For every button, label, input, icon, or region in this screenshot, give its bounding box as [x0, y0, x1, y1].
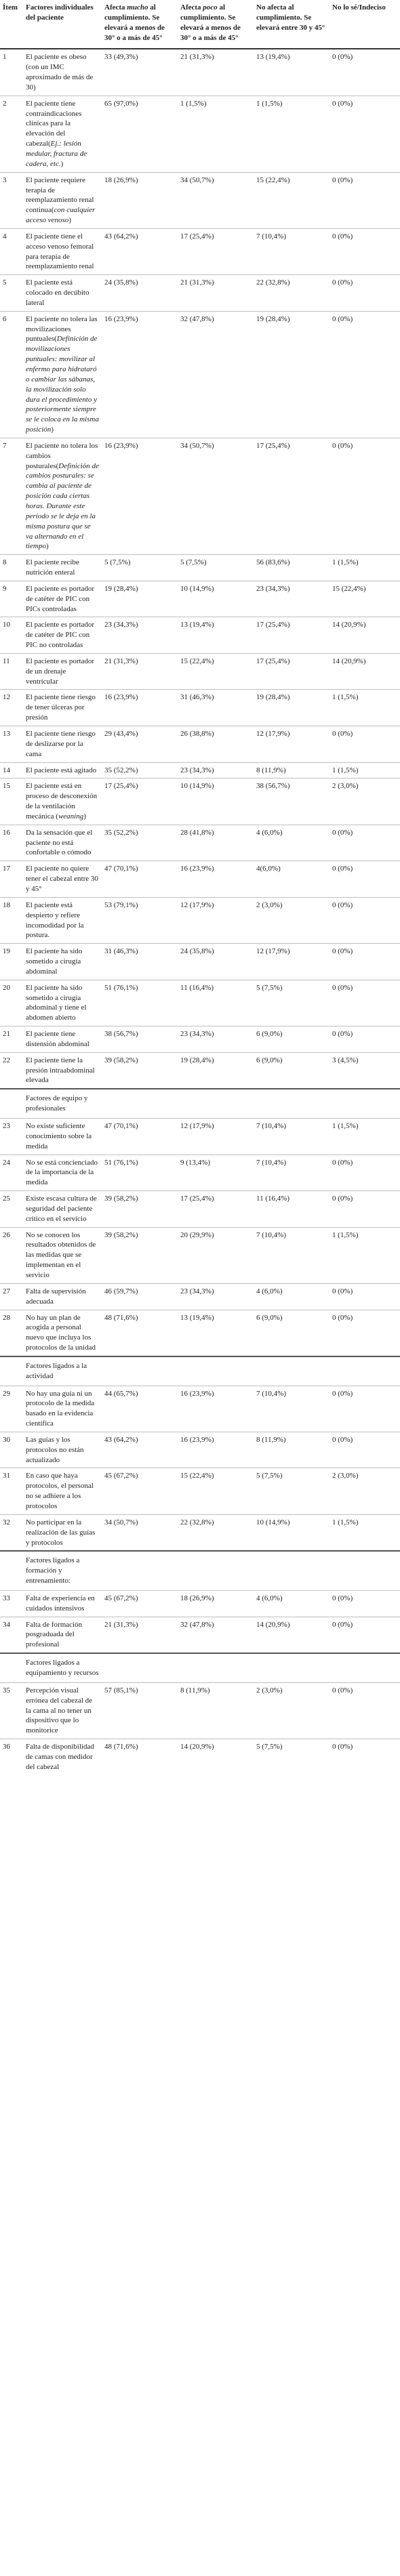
- item-number-cell: 3: [0, 172, 23, 228]
- table-row: [0, 581, 400, 617]
- undecided-cell: 0 (0%): [329, 438, 400, 554]
- no-effect-cell: 19 (28,4%): [254, 690, 329, 726]
- factor-cell: El paciente recibe nutrición enteral: [23, 555, 102, 581]
- table-row: [0, 49, 400, 96]
- table-row: [0, 438, 400, 554]
- factor-cell: No se conocen los resultados obtenidos de las medidas que se implementan en el servicio: [23, 1227, 102, 1283]
- item-number-cell: 10: [0, 617, 23, 654]
- no-effect-cell: 4 (6,0%): [254, 1590, 329, 1617]
- undecided-cell: 0 (0%): [329, 275, 400, 312]
- no-effect-cell: 6 (9,0%): [254, 1310, 329, 1356]
- affects-much-cell: 17 (25,4%): [102, 778, 178, 825]
- undecided-cell: 0 (0%): [329, 172, 400, 228]
- factor-cell: No hay una guía ni un protocolo de la medida basado en la evidencia científica: [23, 1386, 102, 1432]
- undecided-cell: 0 (0%): [329, 228, 400, 274]
- header-factor: Factores individuales del paciente: [23, 0, 102, 49]
- affects-much-cell: 16 (23,9%): [102, 311, 178, 438]
- factor-cell: No existe suficiente conocimiento sobre la medida: [23, 1119, 102, 1155]
- affects-much-cell: 38 (56,7%): [102, 1026, 178, 1053]
- affects-little-cell: 16 (23,9%): [178, 861, 254, 898]
- section-row: [0, 1653, 400, 1682]
- affects-much-cell: 5 (7,5%): [102, 555, 178, 581]
- table-row: [0, 1283, 400, 1310]
- section-empty-cell: [102, 1653, 178, 1682]
- item-number-cell: 12: [0, 690, 23, 726]
- item-number-cell: 25: [0, 1191, 23, 1228]
- section-item-cell: [0, 1089, 23, 1118]
- no-effect-cell: 7 (10,4%): [254, 1386, 329, 1432]
- table-row: [0, 1617, 400, 1653]
- section-item-cell: [0, 1356, 23, 1386]
- section-empty-cell: [102, 1089, 178, 1118]
- no-effect-cell: 2 (3,0%): [254, 897, 329, 943]
- table-row: [0, 1227, 400, 1283]
- undecided-cell: 0 (0%): [329, 96, 400, 172]
- factor-cell: Da la sensación que el paciente no está confortable o cómodo: [23, 825, 102, 861]
- undecided-cell: 1 (1,5%): [329, 690, 400, 726]
- item-number-cell: 32: [0, 1514, 23, 1551]
- table-row: [0, 172, 400, 228]
- item-number-cell: 24: [0, 1155, 23, 1191]
- affects-little-cell: 21 (31,3%): [180, 53, 214, 62]
- item-number-cell: 8: [0, 555, 23, 581]
- factor-cell: Falta de supervisión adecuada: [23, 1283, 102, 1310]
- factor-cell: El paciente tiene riesgo de tener úlceras por presión: [23, 690, 102, 726]
- undecided-cell: 0 (0%): [329, 311, 400, 438]
- undecided-cell: 0 (0%): [329, 1590, 400, 1617]
- factor-cell: Falta de disponibilidad de camas con medidor del cabezal: [23, 1739, 102, 1775]
- header-undecided: No lo sé/Indeciso: [329, 0, 400, 49]
- undecided-cell: 14 (20,9%): [329, 653, 400, 690]
- factor-cell: El paciente es obeso (con un IMC aproximado de más de 30): [26, 53, 94, 91]
- affects-much-cell: 33 (49,3%): [104, 53, 138, 62]
- affects-much-cell: 51 (76,1%): [102, 980, 178, 1026]
- no-effect-cell: 12 (17,9%): [254, 726, 329, 763]
- section-empty-cell: [254, 1089, 329, 1118]
- affects-little-cell: 16 (23,9%): [178, 1386, 254, 1432]
- no-effect-cell: 11 (16,4%): [254, 1191, 329, 1228]
- affects-little-cell: 23 (34,3%): [178, 1026, 254, 1053]
- undecided-cell: 0 (0%): [329, 980, 400, 1026]
- no-effect-cell: 4(6,0%): [254, 861, 329, 898]
- affects-much-cell: 51 (76,1%): [102, 1155, 178, 1191]
- undecided-cell: 14 (20,9%): [329, 617, 400, 654]
- table-row: [0, 1155, 400, 1191]
- affects-little-cell: 13 (19,4%): [178, 1310, 254, 1356]
- affects-little-cell: 24 (35,8%): [178, 944, 254, 980]
- undecided-cell: 1 (1,5%): [329, 762, 400, 778]
- item-number-cell: 9: [0, 581, 23, 617]
- item-number-cell: 27: [0, 1283, 23, 1310]
- table-row: [0, 1026, 400, 1053]
- affects-much-cell: 39 (58,2%): [102, 1191, 178, 1228]
- no-effect-cell: 8 (11,9%): [254, 762, 329, 778]
- affects-little-cell: 20 (29,9%): [178, 1227, 254, 1283]
- section-empty-cell: [102, 1356, 178, 1386]
- table-header-row: [0, 0, 400, 49]
- table-row: [0, 762, 400, 778]
- affects-little-cell: 32 (47,8%): [178, 311, 254, 438]
- affects-much-cell: 31 (46,3%): [102, 944, 178, 980]
- table-row: [0, 726, 400, 763]
- affects-much-cell: 35 (52,2%): [102, 825, 178, 861]
- table-row: [0, 555, 400, 581]
- no-effect-cell: 19 (28,4%): [254, 311, 329, 438]
- no-effect-cell: 22 (32,8%): [254, 275, 329, 312]
- no-effect-cell: 2 (3,0%): [254, 1682, 329, 1739]
- affects-little-cell: 23 (34,3%): [178, 1283, 254, 1310]
- item-number-cell: 31: [0, 1468, 23, 1514]
- undecided-cell: 1 (1,5%): [329, 1227, 400, 1283]
- affects-much-cell: 21 (31,3%): [102, 1617, 178, 1653]
- section-label: Factores de equipo y profesionales: [23, 1089, 102, 1118]
- table-row: [0, 275, 400, 312]
- item-number-cell: 29: [0, 1386, 23, 1432]
- no-effect-cell: 10 (14,9%): [254, 1514, 329, 1551]
- section-label: Factores ligados a formación y entrenamiento:: [23, 1551, 102, 1590]
- item-number-cell: 18: [0, 897, 23, 943]
- factor-cell: En caso que haya protocolos, el personal no se adhiere a los protocolos: [23, 1468, 102, 1514]
- item-number-cell: 16: [0, 825, 23, 861]
- no-effect-cell: 5 (7,5%): [254, 1468, 329, 1514]
- section-item-cell: [0, 1653, 23, 1682]
- undecided-cell: 0 (0%): [329, 1155, 400, 1191]
- factor-cell: No se está concienciado de la importancia de la medida: [23, 1155, 102, 1191]
- section-item-cell: [0, 1551, 23, 1590]
- affects-little-cell: 15 (22,4%): [178, 1468, 254, 1514]
- affects-much-cell: 29 (43,4%): [102, 726, 178, 763]
- item-number-cell: 13: [0, 726, 23, 763]
- affects-much-cell: 35 (52,2%): [102, 762, 178, 778]
- section-empty-cell: [178, 1356, 254, 1386]
- undecided-cell: 3 (4,5%): [329, 1052, 400, 1089]
- undecided-cell: 0 (0%): [329, 1026, 400, 1053]
- affects-little-cell: 8 (11,9%): [178, 1682, 254, 1739]
- factor-cell: El paciente no tolera los cambios posturales(Definición de cambios posturales: se cambia al paciente de posición cada ciertas horas. Durante este período se le deja en la misma postura que se va alternando en el tiempo): [23, 438, 102, 554]
- factor-cell: Las guías y los protocolos no están actualizado: [23, 1432, 102, 1468]
- undecided-cell: 0 (0%): [329, 897, 400, 943]
- factor-cell: No hay un plan de acogida a personal nuevo que incluya los protocolos de la unidad: [23, 1310, 102, 1356]
- affects-much-cell: 47 (70,1%): [102, 1119, 178, 1155]
- factor-cell: El paciente es portador de catéter de PIC con PICs controladas: [23, 581, 102, 617]
- no-effect-cell: 14 (20,9%): [254, 1617, 329, 1653]
- factor-cell: Existe escasa cultura de seguridad del paciente crítico en el servicio: [23, 1191, 102, 1228]
- section-row: [0, 1551, 400, 1590]
- factor-cell: No participar en la realización de las guías y protocolos: [23, 1514, 102, 1551]
- undecided-cell: 0 (0%): [329, 944, 400, 980]
- section-empty-cell: [178, 1653, 254, 1682]
- no-effect-cell: 1 (1,5%): [254, 96, 329, 172]
- factor-cell: Percepción visual errónea del cabezal de la cama al no tener un dispositivo que lo monitorice: [23, 1682, 102, 1739]
- section-empty-cell: [329, 1089, 400, 1118]
- affects-little-cell: 19 (28,4%): [178, 1052, 254, 1089]
- no-effect-cell: 17 (25,4%): [254, 653, 329, 690]
- factor-cell: El paciente ha sido sometido a cirugía abdominal y tiene el abdomen abierto: [23, 980, 102, 1026]
- table-row: [0, 861, 400, 898]
- no-effect-cell: 6 (9,0%): [254, 1026, 329, 1053]
- undecided-cell: 0 (0%): [329, 825, 400, 861]
- section-empty-cell: [254, 1356, 329, 1386]
- no-effect-cell: 7 (10,4%): [254, 1119, 329, 1155]
- item-number-cell: 2: [0, 96, 23, 172]
- header-item: Ítem: [0, 0, 23, 49]
- no-effect-cell: 7 (10,4%): [254, 1155, 329, 1191]
- item-number-cell: 33: [0, 1590, 23, 1617]
- header-affects-much: Afecta mucho al cumplimiento. Se elevará a menos de 30° o a más de 45°: [102, 0, 178, 49]
- affects-much-cell: 48 (71,6%): [102, 1739, 178, 1775]
- affects-little-cell: 14 (20,9%): [178, 1739, 254, 1775]
- affects-much-cell: 21 (31,3%): [102, 653, 178, 690]
- affects-little-cell: 15 (22,4%): [178, 653, 254, 690]
- affects-little-cell: 12 (17,9%): [178, 1119, 254, 1155]
- item-number-cell: 4: [0, 228, 23, 274]
- affects-little-cell: 34 (50,7%): [178, 438, 254, 554]
- item-number-cell: 20: [0, 980, 23, 1026]
- factor-cell: El paciente requiere terapia de reemplazamiento renal continua(con cualquier acceso venoso): [23, 172, 102, 228]
- table-row: [0, 311, 400, 438]
- table-row: [0, 1310, 400, 1356]
- undecided-cell: 0 (0%): [329, 1617, 400, 1653]
- undecided-cell: 2 (3,0%): [329, 1468, 400, 1514]
- affects-little-cell: 28 (41,8%): [178, 825, 254, 861]
- undecided-cell: 0 (0%): [329, 1682, 400, 1739]
- no-effect-cell: 8 (11,9%): [254, 1432, 329, 1468]
- table-row: [0, 690, 400, 726]
- table-row: [0, 1119, 400, 1155]
- section-empty-cell: [254, 1653, 329, 1682]
- item-number-cell: 6: [0, 311, 23, 438]
- item-number-cell: 5: [0, 275, 23, 312]
- factor-cell: El paciente tiene el acceso venoso femoral para terapia de reemplazamiento renal: [23, 228, 102, 274]
- section-label: Factores ligados a equipamiento y recursos: [23, 1653, 102, 1682]
- item-number-cell: 15: [0, 778, 23, 825]
- table-row: [0, 228, 400, 274]
- item-number-cell: 21: [0, 1026, 23, 1053]
- factor-cell: El paciente es portador de un drenaje ventricular: [23, 653, 102, 690]
- factor-cell: Falta de experiencia en cuidados intensivos: [23, 1590, 102, 1617]
- item-number-cell: 34: [0, 1617, 23, 1653]
- factor-cell: El paciente tiene contraindicaciones clínicas para la elevación del cabezal(Ej.: lesión medular, fractura de cadera, etc.): [23, 96, 102, 172]
- table-row: [0, 897, 400, 943]
- affects-little-cell: 31 (46,3%): [178, 690, 254, 726]
- affects-much-cell: 39 (58,2%): [102, 1227, 178, 1283]
- undecided-cell: 1 (1,5%): [329, 1514, 400, 1551]
- table-row: [0, 1468, 400, 1514]
- item-number-cell: 14: [0, 762, 23, 778]
- affects-much-cell: 24 (35,8%): [102, 275, 178, 312]
- affects-much-cell: 53 (79,1%): [102, 897, 178, 943]
- affects-little-cell: 23 (34,3%): [178, 762, 254, 778]
- undecided-cell: 0 (0%): [329, 1386, 400, 1432]
- no-effect-cell: 56 (83,6%): [254, 555, 329, 581]
- factor-cell: El paciente tiene la presión intraabdominal elevada: [23, 1052, 102, 1089]
- table-row: [0, 944, 400, 980]
- item-number-cell: 36: [0, 1739, 23, 1775]
- affects-much-cell: 34 (50,7%): [102, 1514, 178, 1551]
- affects-much-cell: 45 (67,2%): [102, 1590, 178, 1617]
- factor-cell: El paciente no tolera las movilizaciones puntuales(Definición de movilizaciones puntuales: movilizar al enfermo para hidrataró o cambiar las sábanas, la movilización solo dura el procedimiento y posteriormente siempre se le coloca en la misma posición): [23, 311, 102, 438]
- section-label: Factores ligados a la actividad: [23, 1356, 102, 1386]
- affects-much-cell: 16 (23,9%): [102, 690, 178, 726]
- affects-much-cell: 19 (28,4%): [102, 581, 178, 617]
- affects-little-cell: 21 (31,3%): [178, 275, 254, 312]
- factor-cell: Falta de formación posgraduada del profesional: [23, 1617, 102, 1653]
- section-empty-cell: [329, 1653, 400, 1682]
- table-row: [0, 1386, 400, 1432]
- affects-much-cell: 47 (70,1%): [102, 861, 178, 898]
- factor-cell: El paciente no quiere tener el cabezal entre 30 y 45°: [23, 861, 102, 898]
- section-empty-cell: [329, 1551, 400, 1590]
- undecided-cell: 1 (1,5%): [329, 555, 400, 581]
- item-number-cell: 28: [0, 1310, 23, 1356]
- table-row: [0, 825, 400, 861]
- affects-little-cell: 17 (25,4%): [178, 1191, 254, 1228]
- table-row: [0, 96, 400, 172]
- item-number-cell: 1: [3, 53, 7, 62]
- item-number-cell: 11: [0, 653, 23, 690]
- no-effect-cell: 13 (19,4%): [256, 53, 290, 62]
- table-row: [0, 1739, 400, 1775]
- no-effect-cell: 7 (10,4%): [254, 228, 329, 274]
- undecided-cell: 2 (3,0%): [329, 778, 400, 825]
- undecided-cell: 0 (0%): [329, 861, 400, 898]
- affects-little-cell: 9 (13,4%): [178, 1155, 254, 1191]
- affects-little-cell: 1 (1,5%): [178, 96, 254, 172]
- affects-little-cell: 32 (47,8%): [178, 1617, 254, 1653]
- no-effect-cell: 17 (25,4%): [254, 617, 329, 654]
- table-row: [0, 617, 400, 654]
- affects-little-cell: 13 (19,4%): [178, 617, 254, 654]
- affects-little-cell: 5 (7,5%): [178, 555, 254, 581]
- factor-cell: El paciente es portador de catéter de PIC con PIC no controladas: [23, 617, 102, 654]
- section-empty-cell: [178, 1089, 254, 1118]
- affects-little-cell: 10 (14,9%): [178, 581, 254, 617]
- undecided-cell: 0 (0%): [329, 1432, 400, 1468]
- factor-cell: El paciente está colocado en decúbito lateral: [23, 275, 102, 312]
- affects-much-cell: 65 (97,0%): [102, 96, 178, 172]
- no-effect-cell: 15 (22,4%): [254, 172, 329, 228]
- factor-cell: El paciente ha sido sometido a cirugía abdominal: [23, 944, 102, 980]
- undecided-cell: 15 (22,4%): [329, 581, 400, 617]
- item-number-cell: 17: [0, 861, 23, 898]
- item-number-cell: 30: [0, 1432, 23, 1468]
- undecided-cell: 0 (0%): [329, 1191, 400, 1228]
- no-effect-cell: 23 (34,3%): [254, 581, 329, 617]
- undecided-cell: 0 (0%): [329, 726, 400, 763]
- affects-little-cell: 10 (14,9%): [178, 778, 254, 825]
- factor-cell: El paciente tiene distensión abdominal: [23, 1026, 102, 1053]
- affects-little-cell: 18 (26,9%): [178, 1590, 254, 1617]
- factor-cell: El paciente está en proceso de desconexión de la ventilación mecánica (weaning): [23, 778, 102, 825]
- factor-cell: El paciente está despierto y refiere incomodidad por la postura.: [23, 897, 102, 943]
- item-number-cell: 19: [0, 944, 23, 980]
- affects-much-cell: 43 (64,2%): [102, 228, 178, 274]
- affects-much-cell: 57 (85,1%): [102, 1682, 178, 1739]
- undecided-cell: 0 (0%): [329, 1739, 400, 1775]
- no-effect-cell: 38 (56,7%): [254, 778, 329, 825]
- undecided-cell: 1 (1,5%): [329, 1119, 400, 1155]
- affects-much-cell: 44 (65,7%): [102, 1386, 178, 1432]
- factor-cell: El paciente tiene riesgo de deslizarse por la cama: [23, 726, 102, 763]
- item-number-cell: 35: [0, 1682, 23, 1739]
- affects-much-cell: 39 (58,2%): [102, 1052, 178, 1089]
- section-empty-cell: [102, 1551, 178, 1590]
- no-effect-cell: 5 (7,5%): [254, 1739, 329, 1775]
- undecided-cell: 0 (0%): [332, 53, 353, 62]
- affects-little-cell: 26 (38,8%): [178, 726, 254, 763]
- table-row: [0, 1191, 400, 1228]
- affects-little-cell: 22 (32,8%): [178, 1514, 254, 1551]
- section-empty-cell: [329, 1356, 400, 1386]
- item-number-cell: 23: [0, 1119, 23, 1155]
- table-row: [0, 653, 400, 690]
- table-row: [0, 980, 400, 1026]
- no-effect-cell: 12 (17,9%): [254, 944, 329, 980]
- table-row: [0, 1432, 400, 1468]
- item-number-cell: 22: [0, 1052, 23, 1089]
- item-number-cell: 7: [0, 438, 23, 554]
- item-number-cell: 26: [0, 1227, 23, 1283]
- undecided-cell: 0 (0%): [329, 1310, 400, 1356]
- affects-much-cell: 46 (59,7%): [102, 1283, 178, 1310]
- section-row: [0, 1089, 400, 1118]
- table-row: [0, 1052, 400, 1089]
- table-row: [0, 1514, 400, 1551]
- factor-cell: El paciente está agitado: [23, 762, 102, 778]
- affects-little-cell: 12 (17,9%): [178, 897, 254, 943]
- affects-much-cell: 18 (26,9%): [102, 172, 178, 228]
- affects-much-cell: 16 (23,9%): [102, 438, 178, 554]
- affects-little-cell: 11 (16,4%): [178, 980, 254, 1026]
- table-body: [0, 49, 400, 1774]
- table-row: [0, 1590, 400, 1617]
- no-effect-cell: 7 (10,4%): [254, 1227, 329, 1283]
- undecided-cell: 0 (0%): [329, 1283, 400, 1310]
- affects-little-cell: 17 (25,4%): [178, 228, 254, 274]
- no-effect-cell: 4 (6,0%): [254, 1283, 329, 1310]
- affects-little-cell: 34 (50,7%): [178, 172, 254, 228]
- affects-little-cell: 16 (23,9%): [178, 1432, 254, 1468]
- affects-much-cell: 48 (71,6%): [102, 1310, 178, 1356]
- table-row: [0, 1682, 400, 1739]
- affects-much-cell: 43 (64,2%): [102, 1432, 178, 1468]
- no-effect-cell: 5 (7,5%): [254, 980, 329, 1026]
- section-row: [0, 1356, 400, 1386]
- no-effect-cell: 17 (25,4%): [254, 438, 329, 554]
- header-affects-little: Afecta poco al cumplimiento. Se elevará a menos de 30° o a más de 45°: [178, 0, 254, 49]
- no-effect-cell: 6 (9,0%): [254, 1052, 329, 1089]
- section-empty-cell: [178, 1551, 254, 1590]
- header-no-effect: No afecta al cumplimiento. Se elevará entre 30 y 45°: [254, 0, 329, 49]
- table-row: [0, 778, 400, 825]
- section-empty-cell: [254, 1551, 329, 1590]
- affects-much-cell: 23 (34,3%): [102, 617, 178, 654]
- affects-much-cell: 45 (67,2%): [102, 1468, 178, 1514]
- no-effect-cell: 4 (6,0%): [254, 825, 329, 861]
